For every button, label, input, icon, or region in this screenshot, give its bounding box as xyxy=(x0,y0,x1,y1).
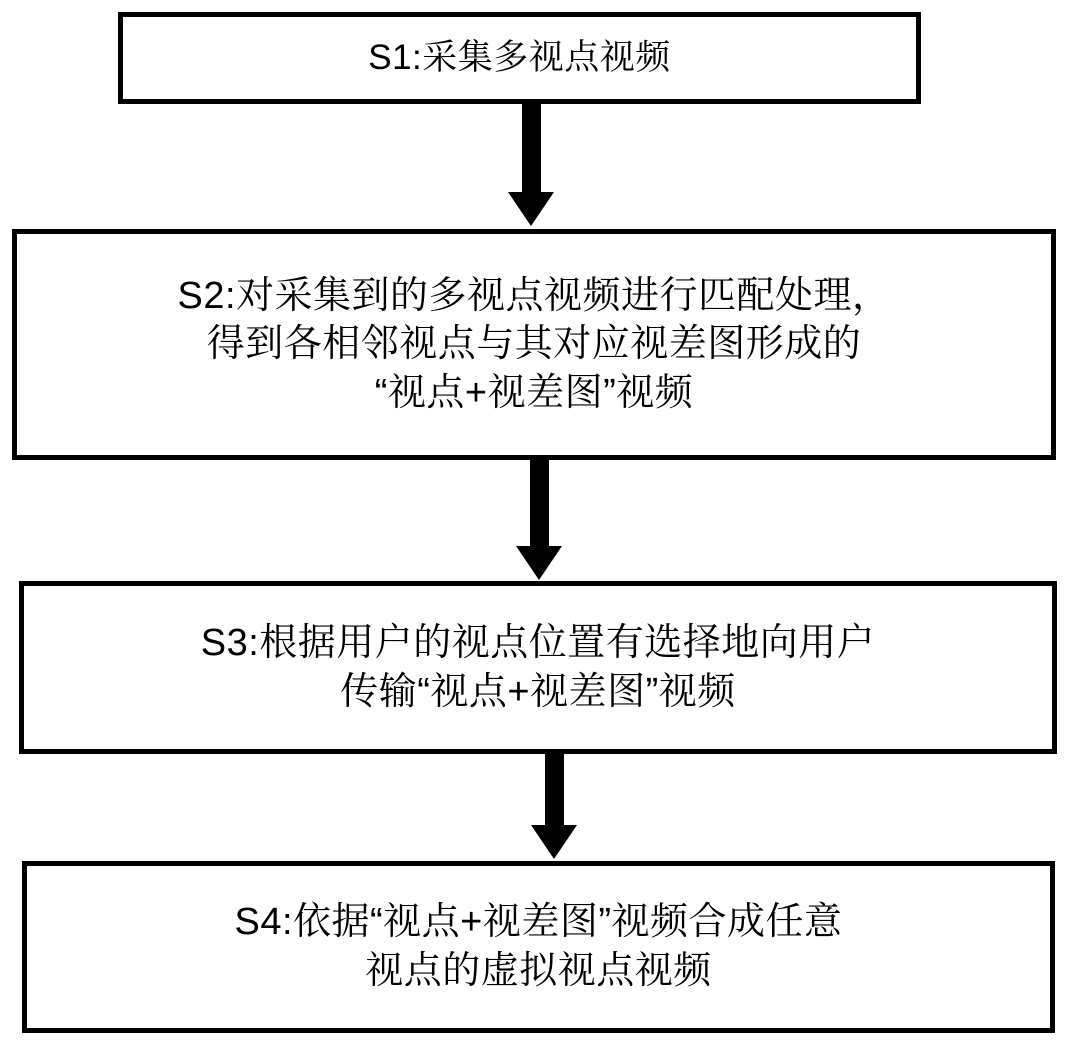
flowchart-node-s3-label: S3:根据用户的视点位置有选择地向用户 传输“视点+视差图”视频 xyxy=(200,621,876,713)
flowchart-node-s2 xyxy=(12,229,1056,460)
arrow-head xyxy=(516,546,562,580)
flowchart-node-s4-label: S4:依据“视点+视差图”视频合成任意 视点的虚拟视点视频 xyxy=(234,901,843,992)
arrow-head xyxy=(508,192,554,226)
flowchart-node-s4 xyxy=(22,861,1055,1033)
arrow-shaft xyxy=(522,104,541,194)
arrow-shaft xyxy=(545,754,564,827)
flowchart-node-s3 xyxy=(19,581,1057,754)
arrow-head xyxy=(531,825,577,859)
flowchart-node-s2-label: S2:对采集到的多视点视频进行匹配处理， 得到各相邻视点与其对应视差图形成的 “视点+视差图”视频 xyxy=(177,274,891,414)
arrow-shaft xyxy=(530,460,549,548)
flowchart-node-s1-label: S1:采集多视点视频 xyxy=(368,37,671,77)
flowchart-node-s1 xyxy=(118,12,921,104)
